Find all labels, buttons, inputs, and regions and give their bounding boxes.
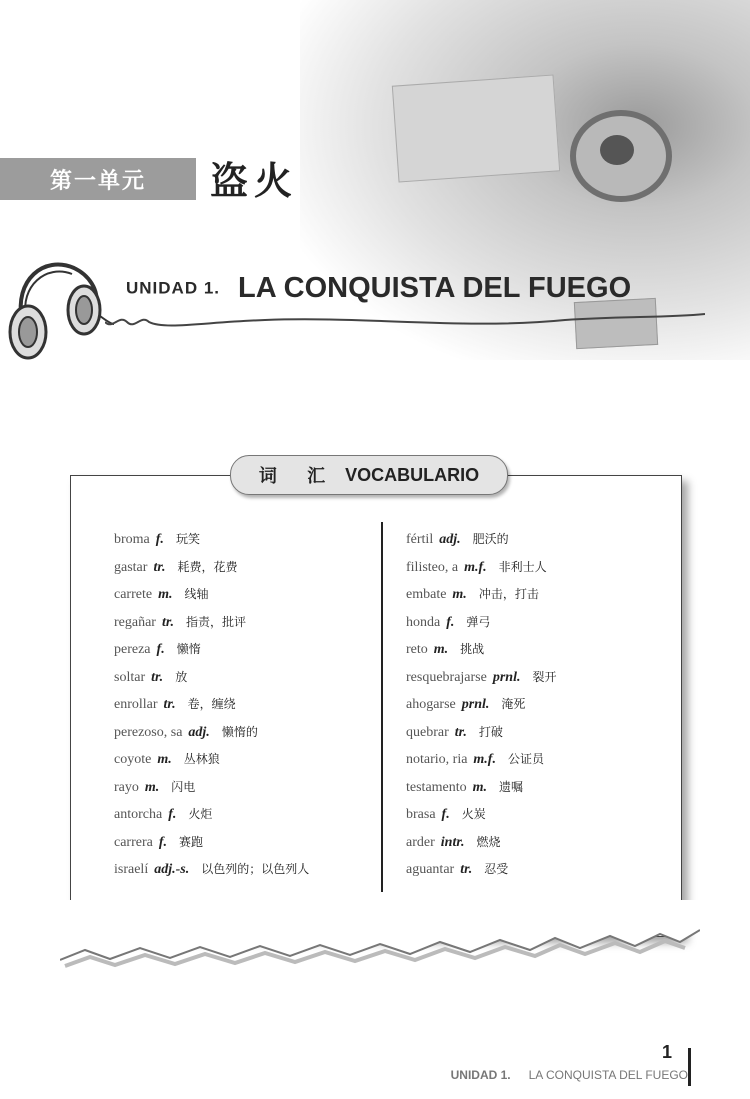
vocab-translation: 燃烧 — [476, 834, 501, 849]
vocab-column-right — [406, 530, 556, 888]
vocab-translation: 耗费，花费 — [177, 559, 238, 574]
vocab-grammar: f. — [155, 532, 164, 547]
unit-badge-text: 第一单元 — [49, 168, 146, 194]
vocab-translation: 指责，批评 — [186, 614, 247, 629]
vocab-word: reto — [406, 642, 428, 657]
vocab-entry — [406, 723, 556, 751]
vocab-word: carrete — [114, 587, 153, 602]
vocab-word: broma — [114, 532, 150, 547]
vocab-translation: 卷，缠绕 — [187, 697, 236, 711]
vocab-word: quebrar — [406, 724, 449, 740]
vocab-grammar: tr. — [460, 862, 473, 877]
vocab-entry — [406, 750, 556, 778]
vocab-entry — [114, 640, 309, 668]
unit-title-chinese: 盗火 — [210, 158, 299, 203]
vocab-translation: 裂开 — [532, 669, 557, 684]
vocab-word: brasa — [406, 807, 436, 822]
vocab-word: regañar — [114, 614, 156, 630]
vocab-word: carrera — [114, 834, 153, 850]
unit-title: LA CONQUISTA DEL FUEGO — [238, 272, 632, 304]
vocab-translation: 懒惰的 — [221, 724, 258, 739]
unit-label: UNIDAD 1. — [126, 278, 221, 298]
vocab-entry — [114, 695, 309, 723]
vocab-translation: 非利士人 — [498, 559, 547, 574]
vocab-grammar: tr. — [161, 614, 175, 630]
vocab-translation: 忍受 — [484, 862, 509, 876]
vocab-grammar: prnl. — [492, 669, 521, 685]
vocab-translation: 线轴 — [184, 587, 209, 601]
vocab-grammar: m.f. — [464, 559, 487, 575]
vocab-entry — [114, 750, 309, 778]
photo-lens-center — [600, 135, 634, 165]
header-photo — [300, 0, 750, 360]
vocab-grammar: m. — [158, 587, 173, 602]
running-head — [451, 1068, 688, 1082]
vocab-entry — [114, 558, 309, 586]
vocab-entry — [114, 668, 309, 696]
vocab-grammar: f. — [441, 807, 450, 822]
unit-badge — [0, 158, 196, 200]
vocabulary-title-cn: 词 汇 — [258, 466, 338, 487]
vocab-word: ahogarse — [406, 697, 456, 712]
headphones-icon — [4, 250, 114, 365]
vocab-entry — [114, 860, 309, 888]
vocabulary-header — [230, 455, 508, 495]
vocab-grammar: prnl. — [461, 697, 490, 712]
vocab-translation: 火炬 — [188, 807, 213, 821]
vocab-grammar: intr. — [440, 834, 465, 850]
vocab-grammar: m. — [157, 752, 172, 767]
vocab-word: enrollar — [114, 697, 158, 712]
vocab-word: antorcha — [114, 807, 163, 822]
vocab-word: honda — [406, 614, 441, 630]
vocab-grammar: adj.-s. — [154, 862, 190, 877]
column-divider — [381, 522, 383, 892]
vocab-word: arder — [406, 834, 435, 850]
vocab-word: coyote — [114, 752, 152, 767]
vocab-entry — [114, 805, 309, 833]
vocab-word: resquebrajarse — [406, 669, 487, 685]
vocab-word: israelí — [114, 862, 149, 877]
vocab-grammar: f. — [446, 614, 455, 630]
vocab-grammar: adj. — [439, 532, 461, 547]
vocab-grammar: tr. — [153, 559, 166, 575]
vocab-translation: 闪电 — [171, 779, 196, 794]
vocab-grammar: m. — [144, 779, 160, 795]
vocab-translation: 火炭 — [461, 807, 486, 821]
vocab-grammar: tr. — [151, 669, 164, 685]
vocab-word: gastar — [114, 559, 148, 575]
vocab-entry — [406, 585, 556, 613]
vocab-entry — [114, 585, 309, 613]
vocab-translation: 肥沃的 — [472, 532, 509, 546]
footer-rule — [688, 1048, 691, 1086]
vocab-entry — [406, 558, 556, 586]
vocab-word: pereza — [114, 642, 151, 657]
vocab-word: notario, ria — [406, 752, 468, 767]
vocab-entry — [114, 778, 309, 806]
vocab-word: filisteo, a — [406, 559, 459, 575]
vocab-translation: 玩笑 — [175, 532, 200, 546]
vocab-translation: 懒惰 — [176, 642, 201, 656]
vocab-word: perezoso, sa — [114, 724, 183, 740]
vocab-grammar: f. — [156, 642, 165, 657]
vocab-column-left — [114, 530, 309, 888]
vocab-translation: 放 — [175, 669, 188, 684]
vocab-word: testamento — [406, 779, 467, 795]
vocab-translation: 遗嘱 — [499, 779, 524, 794]
running-head-label: UNIDAD 1. — [450, 1068, 511, 1082]
vocab-grammar: f. — [158, 834, 168, 850]
vocab-entry — [406, 530, 556, 558]
vocab-translation: 打破 — [478, 724, 503, 739]
vocab-grammar: tr. — [163, 697, 176, 712]
vocab-word: rayo — [114, 779, 139, 795]
vocab-translation: 弹弓 — [466, 614, 491, 629]
vocab-entry — [406, 695, 556, 723]
vocab-entry — [406, 668, 556, 696]
vocab-entry — [406, 860, 556, 888]
vocab-word: embate — [406, 587, 447, 602]
vocab-translation: 挑战 — [460, 642, 485, 656]
vocab-grammar: m. — [433, 642, 449, 657]
vocab-grammar: f. — [168, 807, 177, 822]
vocab-word: soltar — [114, 669, 146, 685]
vocab-word: fértil — [406, 532, 434, 547]
vocab-grammar: tr. — [454, 724, 467, 740]
torn-paper-edge — [60, 900, 700, 970]
vocab-entry — [114, 613, 309, 641]
vocab-entry — [406, 613, 556, 641]
vocab-word: aguantar — [406, 862, 455, 877]
vocab-grammar: m. — [472, 779, 488, 795]
unit-heading — [126, 272, 631, 305]
vocab-entry — [114, 530, 309, 558]
page-number: 1 — [662, 1042, 673, 1062]
vocab-grammar: adj. — [188, 724, 210, 740]
vocab-entry — [406, 640, 556, 668]
running-head-title: LA CONQUISTA DEL FUEGO — [528, 1068, 688, 1082]
vocabulary-title-es: VOCABULARIO — [345, 464, 480, 485]
vocab-translation: 淹死 — [501, 697, 526, 711]
vocab-translation: 公证员 — [507, 752, 544, 766]
vocab-translation: 丛林狼 — [183, 752, 220, 766]
cable-line — [105, 308, 705, 338]
vocab-grammar: m.f. — [473, 752, 496, 767]
vocab-grammar: m. — [452, 587, 467, 602]
vocab-translation: 赛跑 — [179, 834, 204, 849]
vocab-entry — [114, 723, 309, 751]
vocab-entry — [406, 778, 556, 806]
vocab-translation: 冲击，打击 — [478, 587, 539, 601]
vocab-entry — [406, 833, 556, 861]
photo-card — [392, 74, 560, 182]
vocab-entry — [114, 833, 309, 861]
vocab-translation: 以色列的；以色列人 — [201, 862, 310, 876]
vocab-entry — [406, 805, 556, 833]
